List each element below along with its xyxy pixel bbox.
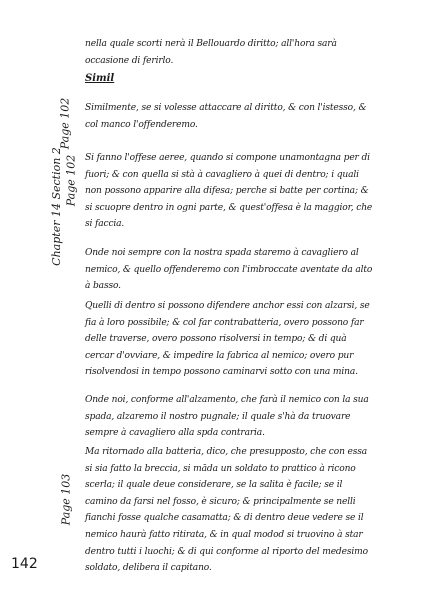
margin-note-chapter-section: Chapter 14 Section 2 — [49, 147, 63, 266]
paragraph-3: Si fanno l'offese aeree, quando si compone unamontagna per di fuori; & con quella si stà à cavagliero à quei di dentro; i quali non possono apparire alla difesa; perche si batte per cortina; & si scuopre dentro in ogni parte, & quest'offesa è la maggior, che si faccia. — [85, 153, 373, 230]
margin-note-page-102-bottom: Page 102 — [64, 154, 78, 207]
paragraph-5: Quelli di dentro si possono difendere anchor essi con alzarsi, se fia à loro possibile; & col far contrabatteria, overo possono far delle traverse, overo possono risolversi in tempo; & di quà cercar d'ovviare, & impedire la fabrica al nemico; overo pur risolvendosi in tempo possono caminarvi sotto con una mina. — [85, 301, 370, 378]
margin-note-page-102-top: Page 102 — [58, 97, 72, 150]
paragraph-6: Onde noi, conforme all'alzamento, che farà il nemico con la sua spada, alzaremo il nostro pugnale; il quale s'hà da truovare sempre à cavagliero alla spda contraria. — [85, 395, 369, 439]
paragraph-7: Ma ritornado alla batteria, dico, che presupposto, che con essa si sia fatto la breccia, si māda un soldato to prattico à ricono scerla; il quale deue considerare, se la salita è facile; se il camino da farsi nel fosso, è sicuro; & principalmente se nelli fianchi fosse qualche casamatta; & di dentro deue vedere se il nemico haurà fatto ritirata, & in qual modod si truovino à star dentro tutti i luochi; & di qui conforme al riporto del medesimo soldato, delibera il capitano. — [85, 447, 368, 574]
page-number: 142 — [11, 556, 38, 572]
paragraph-4: Onde noi sempre con la nostra spada staremo à cavagliero al nemico, & quello offenderemo con l'imbroccate aventate da alto à basso. — [85, 248, 373, 292]
paragraph-2: Similmente, se si volesse attaccare al diritto, & con l'istesso, & col manco l'offenderemo. — [85, 103, 367, 130]
paragraph-1: nella quale scorti nerà il Bellouardo diritto; all'hora sarà occasione di ferirlo. — [85, 39, 337, 66]
section-heading: Simil — [85, 73, 115, 84]
margin-note-page-103: Page 103 — [59, 473, 73, 526]
